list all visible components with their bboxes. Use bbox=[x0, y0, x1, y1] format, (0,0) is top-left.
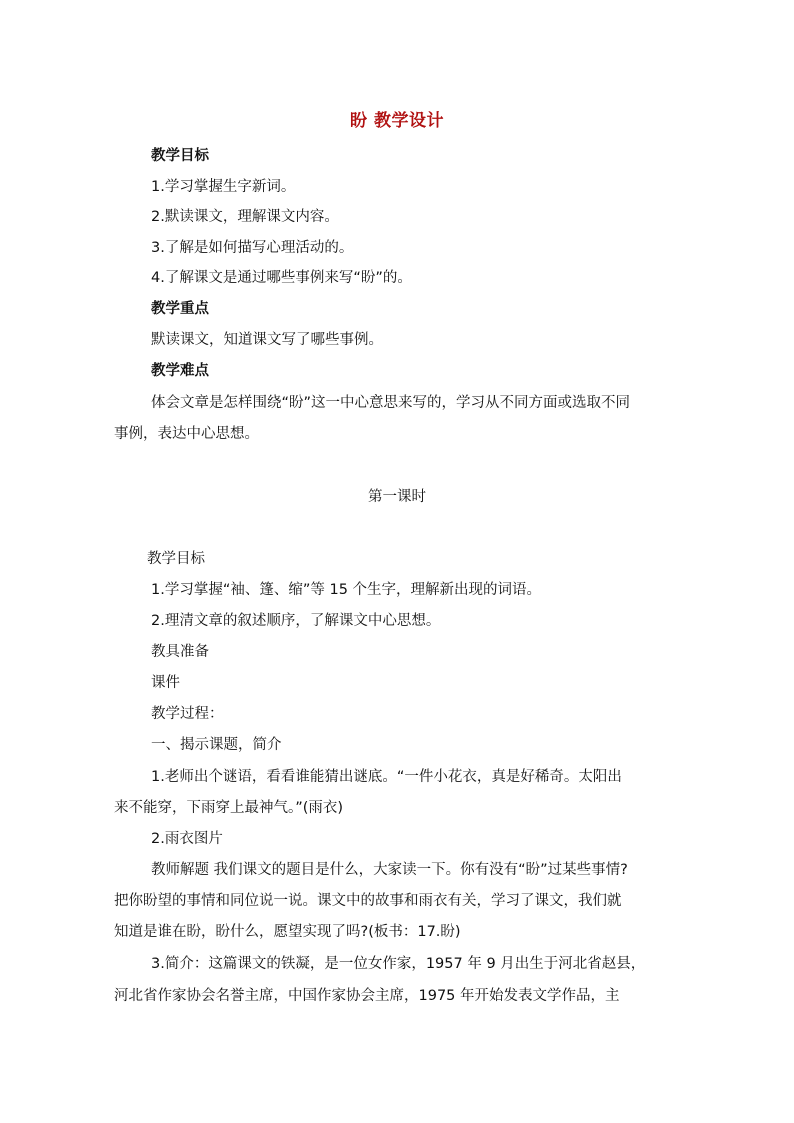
heading-teaching-goals: 教学目标 bbox=[151, 148, 209, 164]
raincoat-picture-item: 2.雨衣图片 bbox=[151, 831, 223, 847]
heading-teaching-tools: 教具准备 bbox=[151, 644, 209, 660]
difficulty-text-line: 事例，表达中心思想。 bbox=[114, 426, 259, 442]
heading-lesson-goals: 教学目标 bbox=[147, 551, 205, 567]
explain-text-line: 知道是谁在盼，盼什么，愿望实现了吗?(板书：17.盼) bbox=[114, 924, 461, 940]
difficulty-text-line: 体会文章是怎样围绕“盼”这一中心意思来写的，学习从不同方面或选取不同 bbox=[151, 395, 631, 411]
heading-teaching-difficulty: 教学难点 bbox=[151, 363, 209, 379]
explain-text-line: 教师解题 我们课文的题目是什么，大家读一下。你有没有“盼”过某些事情? bbox=[151, 862, 628, 878]
author-intro-line: 3.简介：这篇课文的铁凝，是一位女作家，1957 年 9 月出生于河北省赵县， bbox=[151, 956, 646, 972]
riddle-text-line: 来不能穿，下雨穿上最神气。”(雨衣) bbox=[114, 800, 344, 816]
lesson-goal-item: 2.理清文章的叙述顺序，了解课文中心思想。 bbox=[151, 613, 441, 629]
goal-item: 2.默读课文，理解课文内容。 bbox=[151, 209, 339, 225]
riddle-text-line: 1.老师出个谜语，看看谁能猜出谜底。“一件小花衣，真是好稀奇。太阳出 bbox=[151, 769, 622, 785]
author-intro-line: 河北省作家协会名誉主席，中国作家协会主席，1975 年开始发表文学作品，主 bbox=[114, 988, 620, 1004]
heading-teaching-process: 教学过程： bbox=[151, 706, 224, 722]
heading-teaching-key: 教学重点 bbox=[151, 301, 209, 317]
explain-text-line: 把你盼望的事情和同位说一说。课文中的故事和雨衣有关，学习了课文，我们就 bbox=[114, 893, 622, 909]
lesson-title: 第一课时 bbox=[368, 489, 426, 505]
key-point-text: 默读课文，知道课文写了哪些事例。 bbox=[151, 332, 383, 348]
document-title: 盼 教学设计 bbox=[350, 111, 444, 131]
goal-item: 1.学习掌握生字新词。 bbox=[151, 179, 296, 195]
goal-item: 3.了解是如何描写心理活动的。 bbox=[151, 240, 354, 256]
process-step-heading: 一、揭示课题，简介 bbox=[151, 737, 282, 753]
lesson-goal-item: 1.学习掌握“袖、篷、缩”等 15 个生字，理解新出现的词语。 bbox=[151, 582, 542, 598]
teaching-tools-text: 课件 bbox=[151, 675, 180, 691]
goal-item: 4.了解课文是通过哪些事例来写“盼”的。 bbox=[151, 270, 412, 286]
